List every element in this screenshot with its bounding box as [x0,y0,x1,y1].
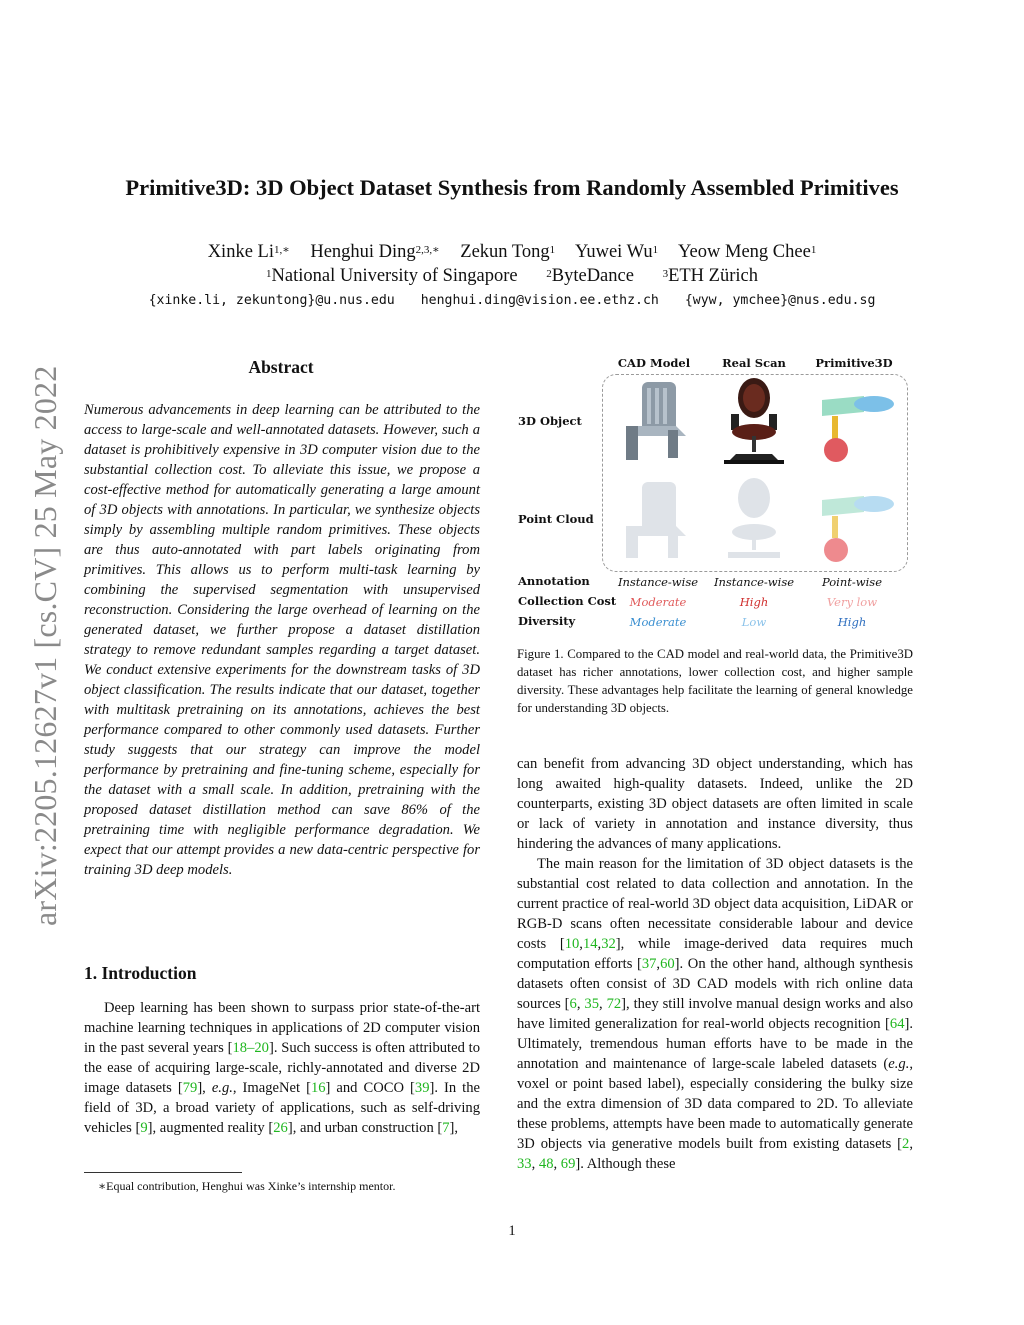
affiliation: $^1$National University of Singapore [266,266,518,286]
author: Xinke $Li^{1,∗}$ [207,242,290,262]
table-label-annotation: Annotation [518,574,590,588]
author: Yuwei Wu$^1$ [575,242,659,262]
real-scan-point-cloud-image [728,478,780,558]
citation-link[interactable]: 14 [582,936,598,952]
citation-link[interactable]: 26 [273,1120,288,1136]
figure-1 [512,352,916,642]
citation-link[interactable]: 6 [569,996,577,1012]
primitive3d-point-cloud-image [822,496,894,562]
citation-link[interactable]: 7 [442,1120,450,1136]
affiliation: $^2$ByteDance [546,266,634,286]
arxiv-identifier: arXiv:2205.12627v1 [cs.CV] 25 May 2022 [27,365,63,926]
email: {wyw, ymchee}@nus.edu.sg [684,293,876,308]
citation-link[interactable]: 2 [902,1136,910,1152]
figure-1-caption: Figure 1. Compared to the CAD model and real-world data, the Primitive3D dataset has richer annotations, lower collection cost, and higher sample diversity. These advantages help facilitate the learning of general knowledge for understanding 3D objects. [517,647,913,715]
right-column-text [517,754,913,1174]
column-header-real-scan: Real Scan [722,356,786,370]
annotation-cad: Instance-wise [617,575,699,589]
diversity-cad: Moderate [629,615,687,629]
diversity-real-scan: Low [741,615,767,629]
citation-link[interactable]: 32 [601,936,616,952]
email: {xinke.li, zekuntong}@u.nus.edu [148,293,395,308]
author-list [60,240,964,264]
real-scan-chair-image [724,378,784,464]
citation-link[interactable]: 35 [584,996,599,1012]
citation-link[interactable]: 37 [641,956,657,972]
figure-illustrations [602,374,908,572]
section-heading-introduction: 1. Introduction [84,963,197,983]
footnote-rule [84,1172,242,1173]
email-list [60,291,964,311]
citation-link[interactable]: 72 [606,996,622,1012]
table-label-diversity: Diversity [518,614,576,628]
row-label-3d-object: 3D Object [518,414,582,428]
page-number: 1 [508,1223,516,1239]
citation-link[interactable]: 60 [660,956,675,972]
abstract-text: Numerous advancements in deep learning can be attributed to the access to large-scale and well-annotated datasets. However, such a dataset is prohibitively expensive in 3D computer vision due to the substantial collection cost. To alleviate this issue, we propose a cost-effective method for automatically generating a large amount of 3D objects with annotations. In particular, we synthesize objects simply by assembling multiple random primitives. These objects are thus auto-annotated with part labels originating from primitives. This allows us to perform multi-task learning by combining the supervised segmentation with unsupervised reconstruction. Considering the large overhead of learning on the generated dataset, we further propose a dataset distillation strategy to remove redundant samples regarding a target dataset. We conduct extensive experiments for the downstream tasks of 3D object classification. The results indicate that our dataset, together with multitask pretraining on its annotations, achieves the best performance compared to other commonly used datasets. Further study suggests that our strategy can improve the model performance by pretraining and fine-tuning scheme, especially for the dataset with a small scale. In addition, pretraining with the proposed dataset distillation method can save 86% of the pretraining time with negligible performance degradation. We expect that our attempt provides a new data-centric perspective for training 3D deep models. [84,402,480,878]
citation-link[interactable]: 18–20 [232,1040,269,1056]
citation-link[interactable]: 33 [517,1156,532,1172]
cad-chair-image [626,382,686,460]
citation-link[interactable]: 79 [182,1080,198,1096]
citation-link[interactable]: 39 [414,1080,430,1096]
citation-link[interactable]: 48 [538,1156,554,1172]
email: henghui.ding@vision.ee.ethz.ch [420,293,659,308]
collection-cost-primitive3d: Very low [826,595,878,609]
abstract-heading: Abstract [248,357,314,377]
collection-cost-real-scan: High [739,595,769,609]
citation-link[interactable]: 16 [310,1080,326,1096]
table-label-collection-cost: Collection Cost [518,594,617,608]
affiliation-list [60,264,964,288]
citation-link[interactable]: 64 [889,1016,905,1032]
column-header-cad-model: CAD Model [617,356,691,370]
annotation-primitive3d: Point-wise [821,575,882,589]
row-label-point-cloud: Point Cloud [518,512,594,526]
annotation-real-scan: Instance-wise [713,575,795,589]
citation-link[interactable]: 9 [140,1120,148,1136]
author: Yeow Meng Chee$^1$ [678,242,817,262]
paragraph: The main reason for the limitation of 3D object datasets is the substantial cost related to data collection and annotation. In the current practice of real-world 3D object data acquisition, LiDAR or RGB-D scans often necessitate considerable labour and device costs [10,14,32], while image-derived data requires much computation efforts [37,60]. On the other hand, although synthesis datasets often consist of 3D CAD models with rich online data sources [6, 35, 72], they still involve manual design works and also have limited generalization for real-world objects recognition [64]. Ultimately, tremendous human efforts have to be made in the annotation and maintenance of large-scale labeled datasets (e.g., voxel or point based label), especially considering the bulky size and the extra dimension of 3D data compared to 2D. To alleviate these problems, attempts have been made to automatically generate 3D objects via generative models built from existing datasets [2, 33, 48, 69]. Although these [517,856,914,1172]
primitive3d-object-image [822,396,894,462]
collection-cost-cad: Moderate [629,595,687,609]
introduction-paragraph: Deep learning has been shown to surpass prior state-of-the-art machine learning techniques in applications of 2D computer vision in the past several years [18–20]. Such success is often attributed to the ease of acquiring large-scale, richly-annotated and diverse 2D image datasets [79], e.g., ImageNet [16] and COCO [39]. In the field of 3D, a broad variety of applications, such as self-driving vehicles [9], augmented reality [26], and urban construction [7], [84,1000,480,1136]
citation-link[interactable]: 69 [560,1156,576,1172]
paper-title: Primitive3D: 3D Object Dataset Synthesis from Randomly Assembled Primitives [125,175,899,200]
author: Henghui Ding$^{2,3,∗}$ [310,242,440,262]
paragraph: can benefit from advancing 3D object understanding, which has long awaited high-quality datasets. Indeed, unlike the 2D counterparts, existing 3D object datasets are often limited in scale or lack of variety in annotation and instance diversity, thus hindering the advances of many applications. [517,756,913,852]
author: Zekun Tong$^1$ [460,242,556,262]
affiliation: $^3$ETH Zürich [662,266,758,286]
diversity-primitive3d: High [837,615,867,629]
column-header-primitive3d: Primitive3D [815,356,893,370]
footnote: ∗Equal contribution, Henghui was Xinke’s internship mentor. [98,1179,396,1193]
cad-point-cloud-image [626,482,686,558]
citation-link[interactable]: 10 [564,936,580,952]
